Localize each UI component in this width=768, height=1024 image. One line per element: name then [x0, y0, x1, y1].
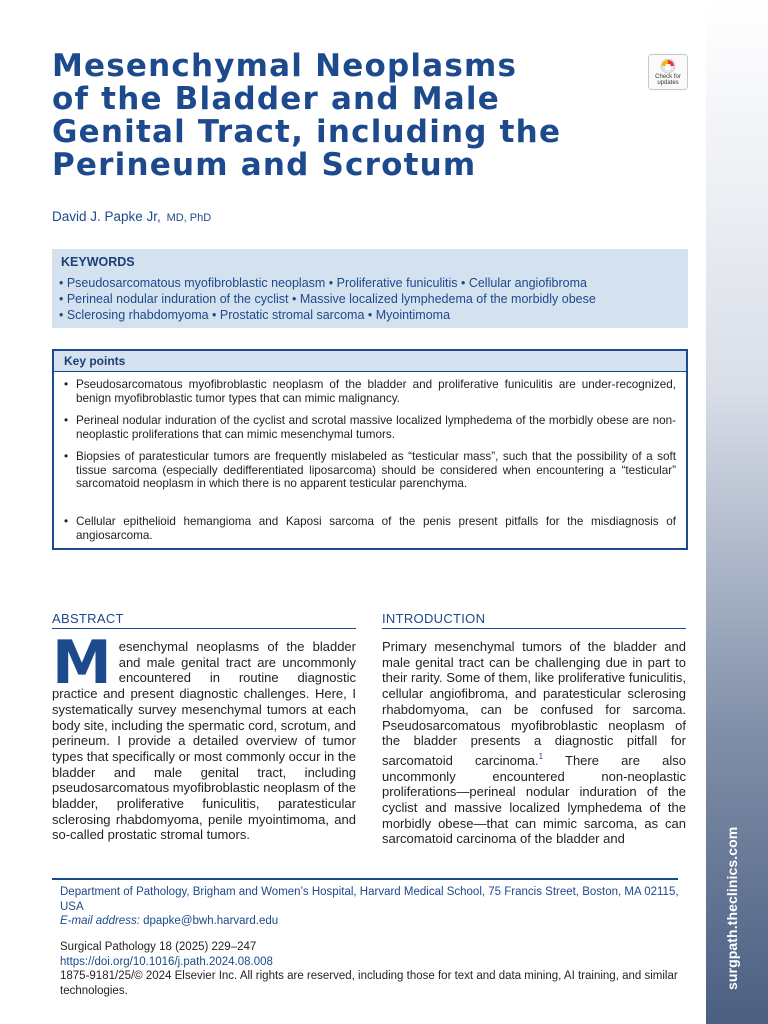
email-link[interactable]: dpapke@bwh.harvard.edu: [143, 915, 279, 927]
key-points-box: [52, 349, 688, 550]
keywords-line: • Perineal nodular induration of the cyclist • Massive localized lymphedema of the morbidly obese: [59, 292, 596, 306]
email-line: [60, 914, 682, 929]
email-label: E-mail address:: [60, 915, 140, 927]
badge-text-2: updates: [657, 80, 679, 86]
bullet: •: [64, 450, 69, 463]
key-point-item: [64, 378, 676, 405]
copyright-notice: 1875-9181/25/© 2024 Elsevier Inc. All rights are reserved, including those for text and data mining, AI training, and similar technologies.: [60, 970, 678, 997]
key-points-header: [54, 351, 686, 372]
abstract-body: [52, 628, 356, 843]
key-points-heading: Key points: [64, 354, 126, 368]
abstract-text: esenchymal neoplasms of the bladder and male genital tract are uncommonly encountered in routine diagnostic practice and present diagnostic challenges. Here, I systematically survey mesenchymal tumors at each body site, including the spermatic cord, scrotum, and perineum. I provide a detailed overview of tumor types that specifically or most commonly occur in the bladder and male genital tract, including pseudosarcomatous myofibroblastic neoplasm of the bladder, proliferative funiculitis, paratesticular sclerosing rhabdomyoma, penile myointimoma, and so-called prostatic stromal tumors.: [52, 639, 356, 843]
key-point-item: [64, 515, 676, 542]
abstract-heading: ABSTRACT: [52, 611, 356, 629]
introduction-body: [382, 639, 686, 847]
drop-cap: M: [52, 628, 112, 698]
introduction-heading: INTRODUCTION: [382, 611, 686, 629]
key-point-text: Biopsies of paratesticular tumors are frequently mislabeled as “testicular mass”, such that the possibility of a soft tissue sarcoma (especially dedifferentiated liposarcoma) should be considered when encountering a “testicular” sarcomatoid neoplasm in which there is no apparent testicular parenchyma.: [76, 450, 676, 490]
reference-link[interactable]: 1: [538, 751, 544, 761]
doi-link[interactable]: https://doi.org/10.1016/j.path.2024.08.008: [60, 955, 273, 968]
check-for-updates-badge[interactable]: [648, 54, 688, 90]
journal-citation: Surgical Pathology 18 (2025) 229–247: [60, 941, 257, 953]
affiliation-dept: Department of Pathology, Brigham and Women’s Hospital, Harvard Medical School, 75 Francis Street, Boston, MA 02115, USA: [60, 886, 679, 913]
author-name: David J. Papke Jr,: [52, 209, 161, 224]
keywords-heading: KEYWORDS: [61, 255, 135, 269]
bullet: •: [64, 378, 69, 391]
bullet: •: [64, 515, 69, 528]
key-point-text: Cellular epithelioid hemangioma and Kaposi sarcoma of the penis present pitfalls for the misdiagnosis of angiosarcoma.: [76, 515, 676, 542]
check-updates-icon: [660, 58, 676, 74]
author-degrees: MD, PhD: [166, 212, 212, 224]
intro-text-cont: There are also uncommonly encountered non-neoplastic proliferations—perineal nodular induration of the cyclist and massive localized lymphedema of the morbidly obese—that can mimic sarcoma, as can sarcomatoid carcinoma of the bladder and: [382, 752, 687, 847]
journal-url[interactable]: surgpath.theclinics.com: [724, 826, 740, 990]
affiliation: [60, 885, 682, 929]
footer-divider: [52, 878, 678, 880]
article-title: Mesenchymal Neoplasms of the Bladder and Male Genital Tract, including the Perineum and Scrotum: [52, 48, 562, 183]
key-point-text: Pseudosarcomatous myofibroblastic neoplasm of the bladder and proliferative funiculitis are under-recognized, benign myofibroblastic tumor types that can mimic malignancy.: [76, 378, 676, 405]
journal-info: [60, 940, 682, 998]
intro-text: Primary mesenchymal tumors of the bladder and male genital tract can be challenging due in part to their rarity. Some of them, like proliferative funiculitis, cellular angiofibroma, and paratesticular sclerosing rhabdomyoma, can be confused for sarcoma. Pseudosarcomatous myofibroblastic neoplasm of the bladder presents a diagnostic pitfall for sarcomatoid carcinoma.: [382, 639, 686, 768]
badge-text-1: Check for: [655, 74, 681, 80]
keywords-line: • Sclerosing rhabdomyoma • Prostatic stromal sarcoma • Myointimoma: [59, 308, 451, 322]
keywords-line: • Pseudosarcomatous myofibroblastic neoplasm • Proliferative funiculitis • Cellular angiofibroma: [59, 276, 587, 290]
key-point-item: [64, 450, 676, 491]
bullet: •: [64, 414, 69, 427]
key-point-text: Perineal nodular induration of the cyclist and scrotal massive localized lymphedema of the morbidly obese are non-neoplastic proliferations that can mimic mesenchymal tumors.: [76, 414, 676, 441]
keywords-box: [52, 249, 688, 328]
key-point-item: [64, 414, 676, 441]
author-line: [52, 209, 211, 224]
